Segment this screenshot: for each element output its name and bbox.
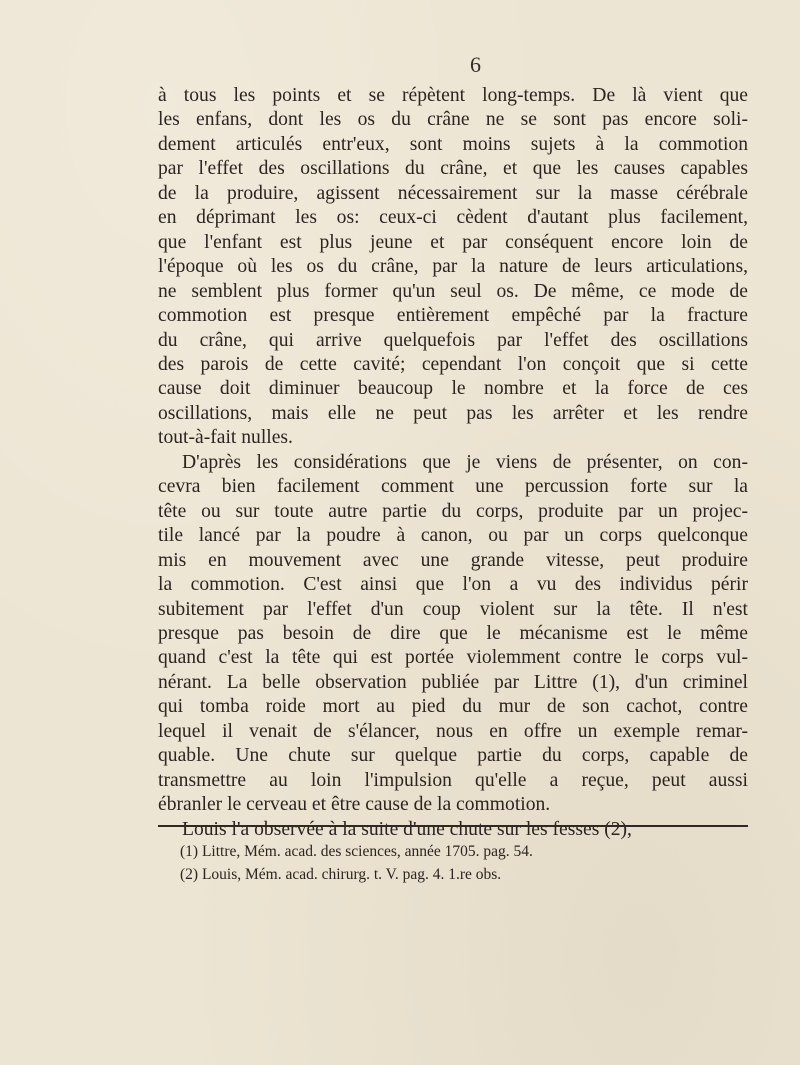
text-line: des parois de cette cavité; cependant l'on conçoit que si cette (158, 353, 748, 375)
text-line: l'époque où les os du crâne, par la nature de leurs articulations, (158, 256, 748, 278)
text-line: à tous les points et se répètent long-temps. De là vient que (158, 85, 748, 106)
body-text (158, 84, 748, 842)
footnote-divider (158, 825, 748, 827)
text-line: que l'enfant est plus jeune et par conséquent encore loin de (158, 231, 748, 253)
text-line: quand c'est la tête qui est portée violemment contre le corps vul- (158, 647, 748, 669)
text-line: oscillations, mais elle ne peut pas les arrêter et les rendre (158, 402, 748, 424)
text-line: cevra bien facilement comment une percussion forte sur la (158, 476, 748, 498)
text-line: transmettre au loin l'impulsion qu'elle a reçue, peut aussi (158, 769, 748, 791)
text-line: ébranler le cerveau et être cause de la commotion. (158, 794, 551, 816)
text-line: tout-à-fait nulles. (158, 427, 293, 449)
text-line: D'après les considérations que je viens de présenter, on con- (182, 451, 748, 473)
text-line: tile lancé par la poudre à canon, ou par un corps quelconque (158, 525, 748, 547)
text-line: dement articulés entr'eux, sont moins sujets à la commotion (158, 133, 748, 155)
text-line: presque pas besoin de dire que le mécanisme est le même (158, 622, 748, 644)
text-line: Louis l'a observée à la suite d'une chute sur les fesses (2), (182, 818, 632, 840)
text-line: de la produire, agissent nécessairement sur la masse cérébrale (158, 182, 748, 204)
text-line: cause doit diminuer beaucoup le nombre et la force de ces (158, 378, 748, 400)
footnote: (2) Louis, Mém. acad. chirurg. t. V. pag. 4. 1.re obs. (180, 866, 502, 883)
text-line: la commotion. C'est ainsi que l'on a vu des individus périr (158, 574, 748, 596)
text-line: par l'effet des oscillations du crâne, et que les causes capables (158, 158, 748, 180)
text-line: commotion est presque entièrement empêché par la fracture (158, 305, 748, 327)
text-line: tête ou sur toute autre partie du corps, produite par un projec- (158, 500, 748, 522)
footnote: (1) Littre, Mém. acad. des sciences, année 1705. pag. 54. (180, 843, 533, 860)
text-line: qui tomba roide mort au pied du mur de son cachot, contre (158, 696, 748, 718)
footnotes (180, 840, 740, 886)
text-line: en déprimant les os: ceux-ci cèdent d'autant plus facilement, (158, 207, 748, 229)
page-number: 6 (470, 52, 481, 77)
text-line: lequel il venait de s'élancer, nous en offre un exemple remar- (158, 720, 748, 742)
text-line: du crâne, qui arrive quelquefois par l'effet des oscillations (158, 329, 748, 351)
text-line: mis en mouvement avec une grande vitesse, peut produire (158, 549, 748, 571)
text-line: ne semblent plus former qu'un seul os. De même, ce mode de (158, 280, 748, 302)
text-line: quable. Une chute sur quelque partie du corps, capable de (158, 745, 748, 767)
text-line: nérant. La belle observation publiée par Littre (1), d'un criminel (158, 671, 748, 693)
text-line: subitement par l'effet d'un coup violent sur la tête. Il n'est (158, 598, 748, 620)
text-line: les enfans, dont les os du crâne ne se sont pas encore soli- (158, 109, 748, 131)
